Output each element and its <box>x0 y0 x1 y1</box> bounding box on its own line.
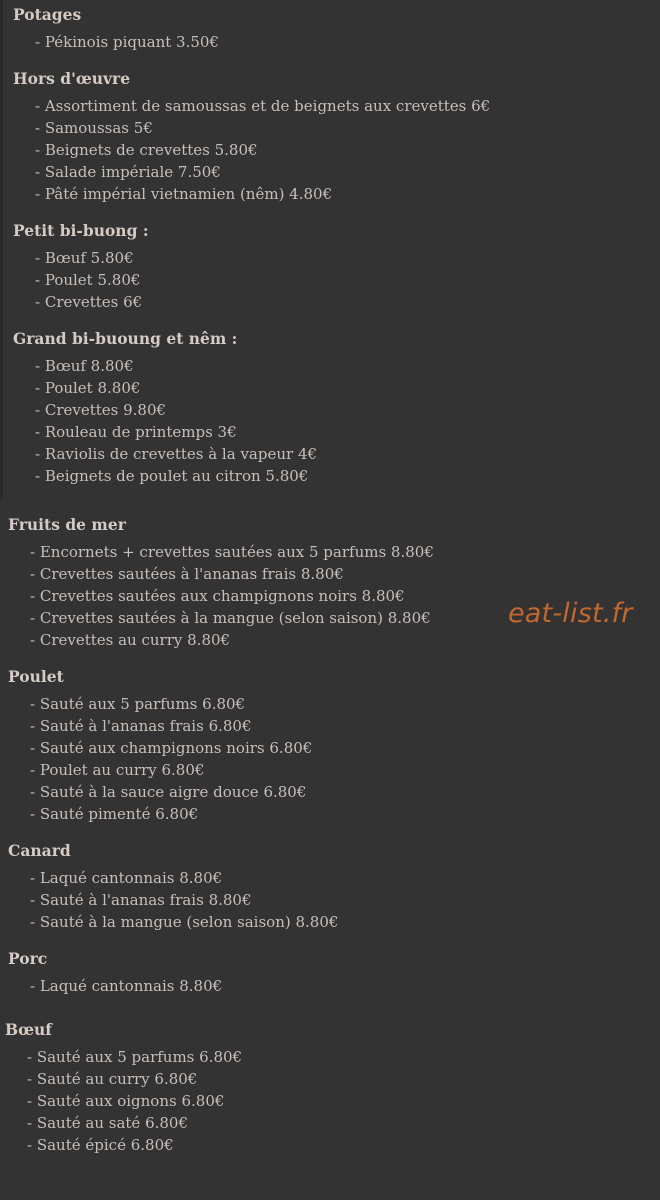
menu-item: - Crevettes sautées à la mangue (selon saison) 8.80€ <box>30 609 431 627</box>
menu-item: - Crevettes 9.80€ <box>35 401 167 419</box>
menu-list <box>13 31 219 53</box>
menu-item: - Raviolis de crevettes à la vapeur 4€ <box>35 445 318 463</box>
menu-item: - Poulet au curry 6.80€ <box>30 761 205 779</box>
menu-list <box>8 975 222 997</box>
menu-list <box>8 541 434 651</box>
menu-item: - Bœuf 8.80€ <box>35 357 134 375</box>
section-title: Petit bi-buong : <box>13 221 149 240</box>
menu-item: - Sauté à l'ananas frais 6.80€ <box>30 717 252 735</box>
menu-item: - Samoussas 5€ <box>35 119 153 137</box>
section-title: Porc <box>8 949 48 968</box>
section-title: Potages <box>13 5 82 24</box>
section-fruits-de-mer <box>8 514 434 651</box>
menu-item: - Crevettes 6€ <box>35 293 143 311</box>
menu-list <box>5 1046 242 1156</box>
section-title: Fruits de mer <box>8 515 126 534</box>
menu-item: - Laqué cantonnais 8.80€ <box>30 869 223 887</box>
section-poulet <box>8 666 312 825</box>
menu-item: - Sauté à l'ananas frais 8.80€ <box>30 891 252 909</box>
menu-item: - Crevettes au curry 8.80€ <box>30 631 231 649</box>
menu-list <box>13 355 317 487</box>
menu-item: - Sauté aux 5 parfums 6.80€ <box>30 695 246 713</box>
menu-item: - Poulet 8.80€ <box>35 379 141 397</box>
section-canard <box>8 840 338 933</box>
menu-item: - Crevettes sautées à l'ananas frais 8.80€ <box>30 565 344 583</box>
menu-list <box>8 867 338 933</box>
menu-item: - Beignets de poulet au citron 5.80€ <box>35 467 309 485</box>
menu-item: - Pâté impérial vietnamien (nêm) 4.80€ <box>35 185 333 203</box>
section-grand-bi-buoung <box>13 328 317 487</box>
menu-item: - Sauté au curry 6.80€ <box>27 1070 198 1088</box>
menu-item: - Assortiment de samoussas et de beignets aux crevettes 6€ <box>35 97 491 115</box>
menu-item: - Sauté à la sauce aigre douce 6.80€ <box>30 783 307 801</box>
left-divider <box>0 0 3 500</box>
menu-item: - Sauté à la mangue (selon saison) 8.80€ <box>30 913 339 931</box>
menu-item: - Pékinois piquant 3.50€ <box>35 33 219 51</box>
menu-item: - Poulet 5.80€ <box>35 271 141 289</box>
menu-item: - Crevettes sautées aux champignons noirs 8.80€ <box>30 587 405 605</box>
menu-item: - Sauté aux oignons 6.80€ <box>27 1092 225 1110</box>
section-potages <box>13 4 219 53</box>
menu-item: - Sauté épicé 6.80€ <box>27 1136 174 1154</box>
menu-item: - Sauté aux champignons noirs 6.80€ <box>30 739 313 757</box>
section-petit-bi-buong <box>13 220 149 313</box>
menu-item: - Rouleau de printemps 3€ <box>35 423 237 441</box>
section-boeuf <box>5 1019 242 1156</box>
menu-item: - Encornets + crevettes sautées aux 5 parfums 8.80€ <box>30 543 434 561</box>
menu-item: - Sauté pimenté 6.80€ <box>30 805 199 823</box>
section-title: Poulet <box>8 667 64 686</box>
menu-item: - Bœuf 5.80€ <box>35 249 134 267</box>
section-title: Hors d'œuvre <box>13 69 131 88</box>
menu-item: - Sauté aux 5 parfums 6.80€ <box>27 1048 243 1066</box>
menu-list <box>8 693 312 825</box>
section-porc <box>8 948 222 997</box>
section-title: Canard <box>8 841 71 860</box>
menu-item: - Salade impériale 7.50€ <box>35 163 221 181</box>
section-hors-doeuvre <box>13 68 490 205</box>
section-title: Bœuf <box>5 1020 52 1039</box>
menu-list <box>13 247 149 313</box>
menu-item: - Sauté au saté 6.80€ <box>27 1114 189 1132</box>
menu-list <box>13 95 490 205</box>
menu-item: - Laqué cantonnais 8.80€ <box>30 977 223 995</box>
menu-item: - Beignets de crevettes 5.80€ <box>35 141 258 159</box>
section-title: Grand bi-buoung et nêm : <box>13 329 238 348</box>
watermark-logo: eat-list.fr <box>508 598 633 629</box>
